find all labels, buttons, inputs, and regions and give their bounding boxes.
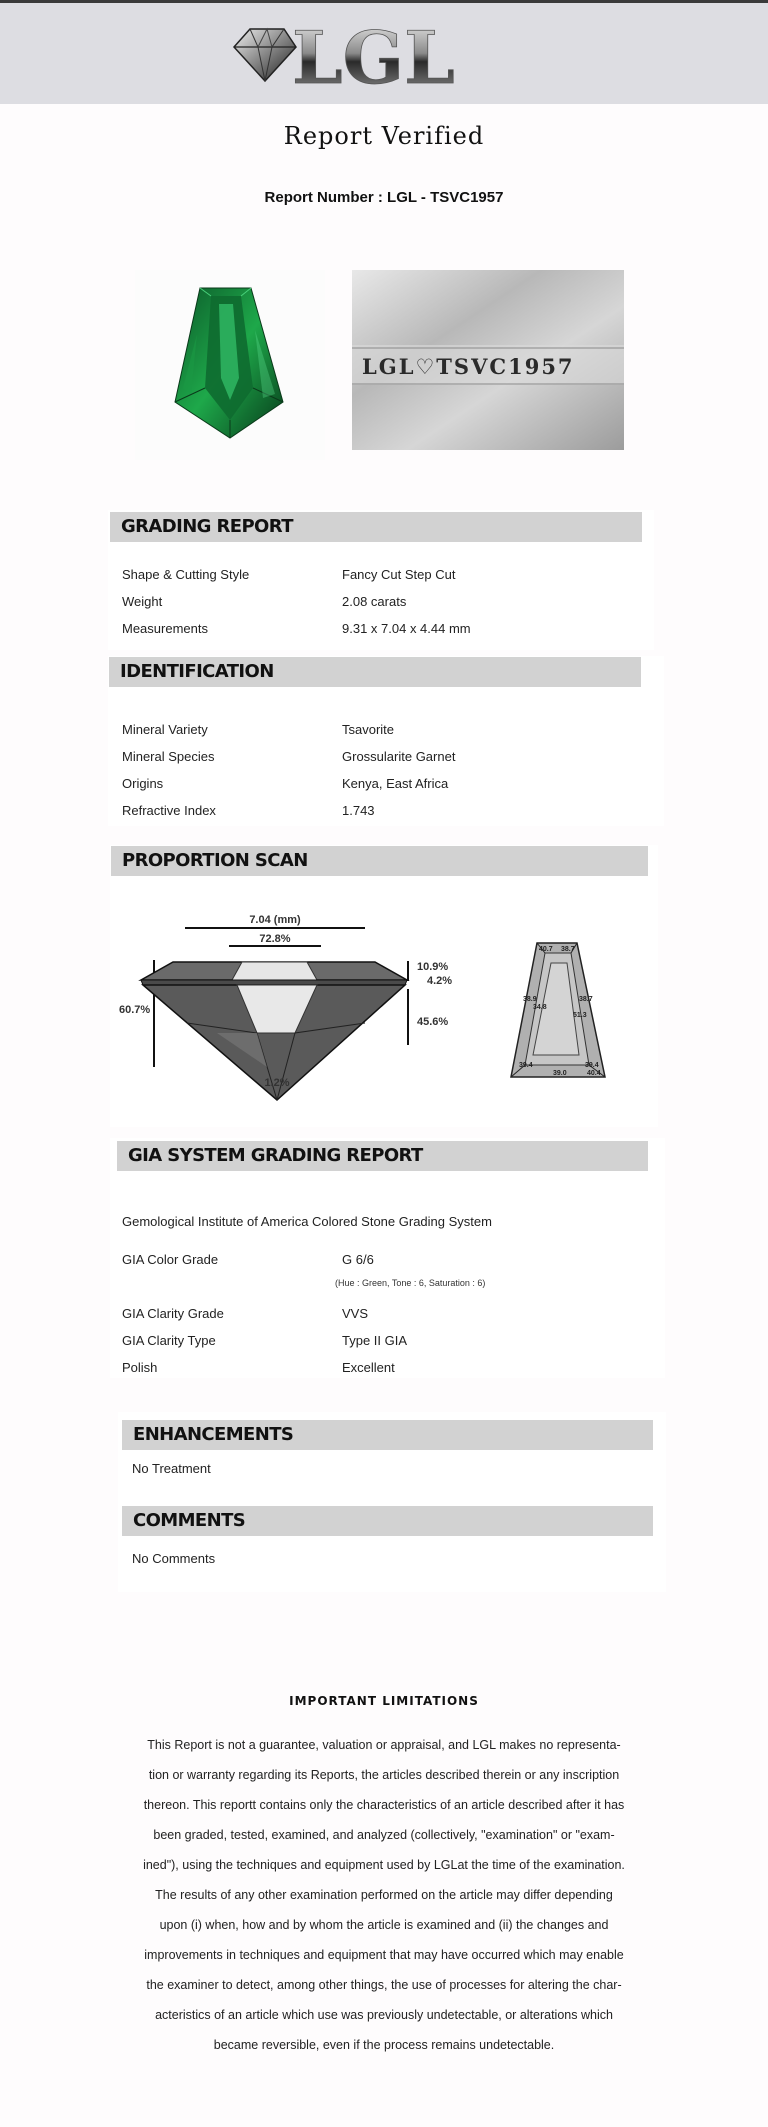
mineral-variety-label: Mineral Variety — [122, 722, 208, 737]
refractive-index-value: 1.743 — [342, 803, 375, 818]
pavilion-label: 45.6% — [417, 1016, 449, 1028]
facet-e: 38.7 — [579, 996, 593, 1003]
facet-b: 38.7 — [561, 946, 575, 953]
facet-j: 40.4 — [587, 1070, 601, 1077]
limitations-line: upon (i) when, how and by whom the article is examined and (ii) the changes and — [159, 1918, 609, 1932]
grading-title: GRADING REPORT — [121, 516, 293, 537]
enhancements-header — [122, 1420, 653, 1450]
facet-f: 51.3 — [573, 1012, 587, 1019]
weight-value: 2.08 carats — [342, 594, 407, 609]
origins-label: Origins — [122, 776, 164, 791]
mineral-variety-value: Tsavorite — [342, 722, 395, 737]
site-header — [0, 3, 768, 104]
side-profile-diagram — [117, 905, 453, 1117]
gia-header — [117, 1141, 648, 1171]
facet-g: 39.4 — [519, 1062, 533, 1069]
inscription-image — [352, 270, 624, 450]
identification-title: IDENTIFICATION — [120, 661, 274, 682]
limitations-line: This Report is not a guarantee, valuation or appraisal, and LGL makes no representa- — [147, 1738, 621, 1752]
refractive-index-label: Refractive Index — [122, 803, 216, 818]
gia-clarity-grade-label: GIA Clarity Grade — [122, 1306, 224, 1321]
facet-a: 40.7 — [539, 946, 553, 953]
grading-header — [110, 512, 642, 542]
crown-label: 10.9% — [417, 961, 449, 973]
measurements-value: 9.31 x 7.04 x 4.44 mm — [342, 621, 471, 636]
culet-label: 1.2% — [264, 1077, 290, 1089]
limitations-line: became reversible, even if the process remains undetectable. — [213, 2038, 555, 2052]
limitations-title: IMPORTANT LIMITATIONS — [289, 1694, 479, 1708]
limitations-line: been graded, tested, examined, and analyzed (collectively, "examination" or "exam- — [153, 1828, 615, 1842]
gemstone-image — [135, 270, 325, 460]
comments-header — [122, 1506, 653, 1536]
logo-text: LGL — [292, 15, 455, 100]
shape-label: Shape & Cutting Style — [122, 567, 250, 582]
enhancements-value: No Treatment — [132, 1461, 211, 1476]
facet-h: 39.0 — [553, 1070, 567, 1077]
polish-value: Excellent — [342, 1360, 395, 1375]
limitations-line: The results of any other examination performed on the article may differ depending — [155, 1888, 613, 1902]
limitations-line: the examiner to detect, among other things, the use of processes for altering the char- — [146, 1978, 622, 1992]
top-view-diagram — [473, 905, 645, 1117]
origins-value: Kenya, East Africa — [342, 776, 449, 791]
proportion-title: PROPORTION SCAN — [122, 850, 308, 871]
facet-i: 39.4 — [585, 1062, 599, 1069]
lgl-logo[interactable] — [232, 15, 492, 100]
shape-value: Fancy Cut Step Cut — [342, 567, 456, 582]
gia-clarity-grade-value: VVS — [342, 1306, 369, 1321]
report-number: Report Number : LGL - TSVC1957 — [264, 189, 504, 206]
gia-clarity-type-value: Type II GIA — [342, 1333, 408, 1348]
page-title: Report Verified — [283, 122, 485, 150]
depth-label: 60.7% — [119, 1004, 151, 1016]
polish-label: Polish — [122, 1360, 158, 1375]
mineral-species-label: Mineral Species — [122, 749, 215, 764]
comments-value: No Comments — [132, 1551, 216, 1566]
table-label: 72.8% — [259, 933, 291, 945]
gia-subtitle: Gemological Institute of America Colored Stone Grading System — [122, 1214, 492, 1229]
measurements-label: Measurements — [122, 621, 208, 636]
diamond-icon — [234, 29, 296, 81]
limitations-line: acteristics of an article which use was previously undetectable, or alterations which — [155, 2008, 613, 2022]
inscription-text: LGL♡TSVC1957 — [362, 354, 575, 379]
facet-c: 38.9 — [523, 996, 537, 1003]
gia-color-note: (Hue : Green, Tone : 6, Saturation : 6) — [335, 1278, 486, 1288]
gia-title: GIA SYSTEM GRADING REPORT — [128, 1145, 423, 1166]
limitations-line: thereon. This reportt contains only the characteristics of an article described after it has — [143, 1798, 625, 1812]
limitations-line: improvements in techniques and equipment that may have occurred which may enable — [144, 1948, 624, 1962]
girdle-label: 4.2% — [427, 975, 453, 987]
width-label: 7.04 (mm) — [249, 914, 301, 926]
gia-color-value: G 6/6 — [342, 1252, 374, 1267]
limitations-line: ined"), using the techniques and equipment used by LGLat the time of the examination. — [143, 1858, 625, 1872]
limitations-line: tion or warranty regarding its Reports, the articles described therein or any inscription — [148, 1768, 620, 1782]
identification-header — [109, 657, 641, 687]
facet-d: 34.8 — [533, 1004, 547, 1011]
comments-title: COMMENTS — [133, 1510, 246, 1531]
gia-color-label: GIA Color Grade — [122, 1252, 219, 1267]
weight-label: Weight — [122, 594, 163, 609]
enhancements-title: ENHANCEMENTS — [133, 1424, 294, 1445]
mineral-species-value: Grossularite Garnet — [342, 749, 456, 764]
gia-clarity-type-label: GIA Clarity Type — [122, 1333, 216, 1348]
proportion-header — [111, 846, 648, 876]
